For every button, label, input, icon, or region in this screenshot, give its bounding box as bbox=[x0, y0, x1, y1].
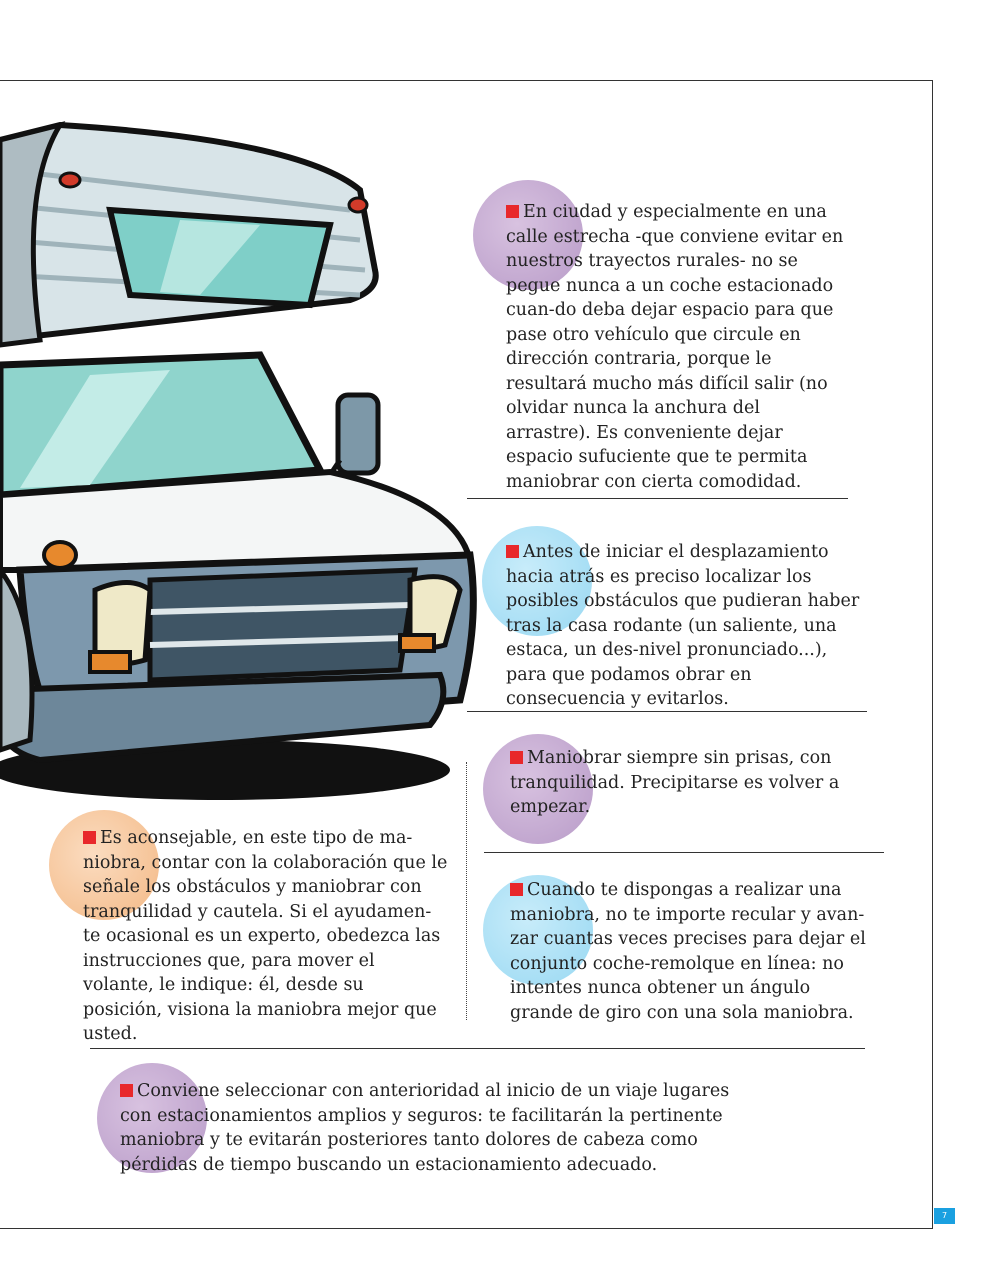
paragraph-parking: Conviene seleccionar con anterioridad al inicio de un viaje lugares con estacionamientos amplios y seguros: te facilitarán la pertinente maniobra y te evitarán posteriores tanto dolores de cabeza como pérdidas de tiempo buscando un estacionamiento adecuado. bbox=[120, 1081, 730, 1175]
red-square-bullet-icon bbox=[510, 883, 523, 896]
red-square-bullet-icon bbox=[83, 831, 96, 844]
paragraph-city-street: En ciudad y especialmente en una calle estrecha -que conviene evitar en nuestros trayectos rurales- no se pegue nunca a un coche estacionado cuan-do deba dejar espacio para que pase otro vehículo que circule en dirección contraria, porque le resultará mucho más difícil salir (no olvidar nunca la anchura del arrastre). Es conveniente dejar espacio sufuciente que te permita maniobrar con cierta comodidad. bbox=[506, 202, 844, 492]
motorhome-illustration bbox=[0, 100, 480, 820]
divider-line bbox=[467, 498, 848, 499]
red-square-bullet-icon bbox=[506, 545, 519, 558]
paragraph-obstacles: Antes de iniciar el desplazamiento hacia atrás es preciso localizar los posibles obstáculos que pudieran haber tras la casa rodante (un saliente, una estaca, un des-nivel pronunciado...), para que podamos obrar en consecuencia y evitarlos. bbox=[506, 542, 860, 709]
divider-line bbox=[484, 852, 884, 853]
dotted-column-separator bbox=[466, 762, 467, 1020]
divider-line bbox=[90, 1048, 865, 1049]
red-square-bullet-icon bbox=[510, 751, 523, 764]
paragraph-maneuver: Cuando te dispongas a realizar una maniobra, no te importe recular y avan-zar cuantas veces precises para dejar el conjunto coche-remolque en línea: no intentes nunca obtener un ángulo grande de giro con una sola maniobra. bbox=[510, 880, 866, 1023]
divider-line bbox=[467, 711, 867, 712]
page-number: 7 bbox=[934, 1208, 955, 1224]
red-square-bullet-icon bbox=[120, 1084, 133, 1097]
paragraph-helper: Es aconsejable, en este tipo de ma-niobra, contar con la colaboración que le señale los obstáculos y maniobrar con tranquilidad y cautela. Si el ayudamen-te ocasional es un experto, obedezca las instrucciones que, para mover el volante, le indique: él, desde su posición, visiona la maniobra mejor que usted. bbox=[83, 828, 448, 1044]
red-square-bullet-icon bbox=[506, 205, 519, 218]
paragraph-no-rush: Maniobrar siempre sin prisas, con tranquilidad. Precipitarse es volver a empezar. bbox=[510, 748, 840, 817]
